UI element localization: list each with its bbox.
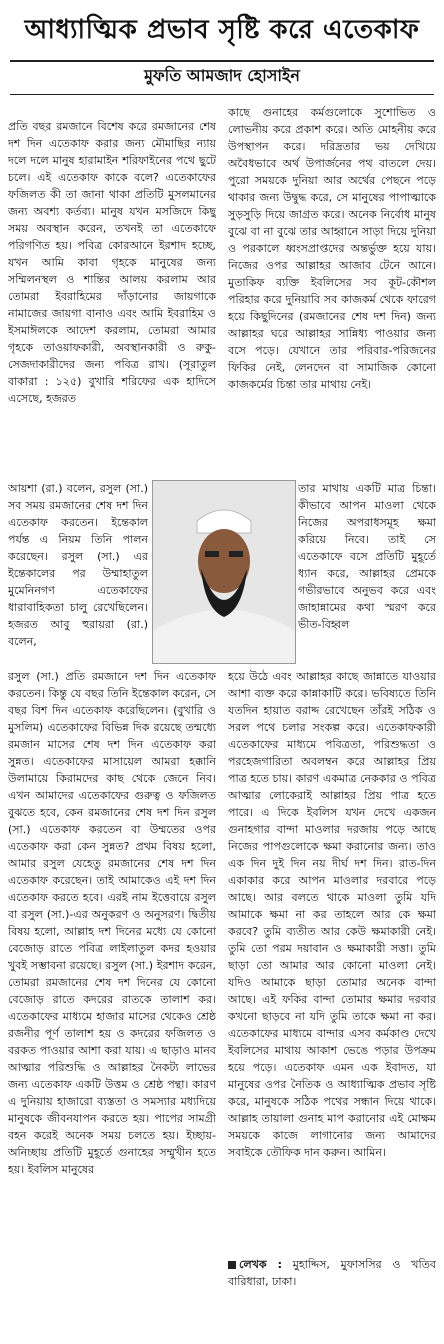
article-column-right-bottom <box>228 668 436 1252</box>
article-column-left-mid <box>8 480 148 666</box>
author-note-label: লেখক : <box>239 1258 283 1271</box>
author-photo <box>152 480 296 664</box>
author-note-text: মুহাদ্দিস, মুফাসসির ও খতিব বারিধারা, ঢাকা। <box>228 1258 436 1288</box>
author-note <box>228 1256 436 1342</box>
article-text: রসুল (সা.) প্রতি রমজানে দশ দিন এতেকাফ করতেন। কিন্তু যে বছর তিনি ইন্তেকাল করেন, সে বছর বিশ দিন এতেকাফ করেছিলেন। (বুখারি ও মুসলিম) এতেকাফের বিভিন্ন দিক রয়েছে তন্মধ্যে রমজান মাসের শেষ দশ দিন এতেকাফ করা সুন্নত। এতেকাফের মাসায়েল আমরা হক্কানি উলামায়ে কিরামদের কাছ থেকে জেনে নিব। এখন আমাদের এতেকাফের গুরুত্ব ও ফজিলত বুঝতে হবে, কেন রমজানের শেষ দশ দিন রসুল (সা.) এতেকাফ করতেন বা উম্মতের ওপর এতেকাফ করা কেন সুন্নত? প্রথম বিষয় হলো, আমার রসুল যেহেতু রমজানের শেষ দশ দিন এতেকাফ করেছেন। তাই আমাকেও এই দশ দিন এতেকাফ করতে হবে। এরই নাম ইত্তেবায়ে রসুল বা রসুল (সা.)-এর অনুকরণ ও অনুসরণ। দ্বিতীয় বিষয় হলো, আল্লাহ দশ দিনের মধ্যে যে কোনো বেজোড় রাতে পবিত্র লাইলাতুল কদর হওয়ার খুবই সম্ভাবনা রয়েছে। রসুল (সা.) ইরশাদ করেন, তোমরা রমজানের শেষ দশ দিনের যে কোনো বেজোড় রাতে কদরের রাতকে তালাশ কর। এতেকাফের মাধ্যমে হাজার মাসের থেকেও শ্রেষ্ঠ রজনীর পূর্ণ তালাশ হয় ও কদরের ফজিলত ও বরকত পাওয়ার আশা করা যায়। এ ছাড়াও মানব আত্মার পরিশুদ্ধি ও আল্লাহর নৈকট্য লাভের জন্য এতেকাফ একটি উত্তম ও শ্রেষ্ঠ পন্থা। কারণ এ দুনিয়ায় হাজারো ব্যস্ততা ও সমস্যার মধ্যদিয়ে মানুষকে জীবনযাপন করতে হয়। পাপের সামগ্রী বহন করেই অনেক সময় চলতে হয়। ইচ্ছায়-অনিচ্ছায় প্রতিটি মুহূর্তে গুনাহের সম্মুখীন হতে হয়। ইবলিস মানুষের <box>8 670 216 1176</box>
article-text: কাছে গুনাহের কর্মগুলোকে সুশোভিত ও লোভনীয় করে প্রকাশ করে। অতি মোহনীয় করে উপস্থাপন করে। দরিদ্রতার ভয় দেখিয়ে অবৈধভাবে অর্থ উপার্জনের পথ বাতলে দেয়। পুরো সময়কে দুনিয়া আর অর্থের পেছনে পড়ে থাকার জন্য উদ্বুদ্ধ করে, সে মানুষের পাপাত্মাকে সুড়সুড়ি দিয়ে জাগ্রত করে। অনেক নির্বোধ মানুষ বুঝে বা না বুঝে তার আহ্বানে সাড়া দিয়ে দুনিয়া ও পরকালে ধ্বংসপ্রাপ্তদের অন্তর্ভুক্ত হয়ে যায়। নিজের ওপর আল্লাহর আজাব টেনে আনে। মুতাকিফ ব্যক্তি ইবলিসের সব কূট-কৌশল পরিহার করে দুনিয়াবি সব কাজকর্ম থেকে ফারেগ হয়ে কিছুদিনের (রমজানের শেষ দশ দিন) জন্য আল্লাহর ঘরে আল্লাহর সান্নিধ্য পাওয়ার জন্য বসে পড়ে। যেখানে তার পরিবার-পরিজনের ফিকির নেই, লেনদেন বা সামাজিক কোনো কাজকর্মের চিন্তা তার মাথায় নেই। <box>228 106 436 391</box>
article-column-right-beside <box>298 480 436 666</box>
article-column-left-top <box>8 118 216 484</box>
byline-rule <box>10 94 434 95</box>
article-text: আয়শা (রা.) বলেন, রসুল (সা.) সব সময় রমজানের শেষ দশ দিন এতেকাফ করতেন। ইন্তেকাল পর্যন্ত এ নিয়ম তিনি পালন করেছেন। রসুল (সা.) এর ইন্তেকালের পর উম্মাহাতুল মুমেনিনগণ এতেকাফের ধারাবাহিকতা চালু রেখেছিলেন। হজরত আবু হুরায়রা (রা.) বলেন, <box>8 482 148 648</box>
article-text: হয়ে উঠে এবং আল্লাহর কাছে জান্নাতে যাওয়ার আশা ব্যক্ত করে কান্নাকাটি করে। ভবিষ্যতে তিনি যতদিন হায়াত বরাদ্দ রেখেছেন তাঁরই সঠিক ও সরল পথে চলার সংকল্প করে। এতেকাফকারী এতেকাফের মাধ্যমে পবিত্রতা, পরিশুদ্ধতা ও পরহেজগারিতা অবলম্বন করে আল্লাহর প্রিয় পাত্র হতে চায়। কারণ একমাত্র নেককার ও পবিত্র আত্মার লোকেরাই আল্লাহর প্রিয় পাত্র হতে পারে। এ দিকে ইবলিস যখন দেখে একজন গুনাহগার বান্দা মাওলার দরজায় পড়ে আছে নিজের পাপগুলোকে ক্ষমা করানোর জন্য। তাও এক দিন দুই দিন নয় দীর্ঘ দশ দিন। রাত-দিন একাকার করে আপন মাওলার দরবারে পড়ে আছে। আর বলতে থাকে মাওলা তুমি যদি আমাকে ক্ষমা না কর তাহলে আর কে ক্ষমা করবে? তুমি ব্যতীত আর কেউ ক্ষমাকারী নেই। তুমি তো পরম দয়াবান ও ক্ষমাকারী সত্তা। তুমি ছাড়া তো আমার আর কোনো মাওলা নেই। যদিও আমাকে ছাড়া তোমার অনেক বান্দা আছে। এই ফকির বান্দা তোমার ক্ষমার দরবার কখনো ছাড়বে না যদি তুমি তাকে ক্ষমা না কর। এতেকাফের মাধ্যমে বান্দার এসব কর্মকাণ্ড দেখে ইবলিসের মাথায় আকাশ ভেঙে পড়ার উপক্রম হয়ে পড়ে। এতেকাফ এমন এক ইবাদত, যা মানুষের ওপর নৈতিক ও আধ্যাত্মিক প্রভাব সৃষ্টি করে, মানুষকে সঠিক পথের সন্ধান দিয়ে থাকে। আল্লাহ তায়ালা গুনাহ মাপ করানোর এই মোক্ষম সময়কে কাজে লাগানোর জন্য আমাদের সবাইকে তৌফিক দান করুন। আমিন। <box>228 670 436 1159</box>
article-column-right-top <box>228 104 436 480</box>
article-column-left-bottom <box>8 668 216 1342</box>
article-text: তার মাথায় একটি মাত্র চিন্তা। কীভাবে আপন মাওলা থেকে নিজের অপরাধসমূহ ক্ষমা করিয়ে নিবে। তাই সে এতেকাফে বসে প্রতিটি মুহূর্তে ধ্যান করে, আল্লাহর প্রেমকে গভীরভাবে অনুভব করে এবং জাহান্নামের কথা স্মরণ করে ভীত-বিহ্বল <box>298 482 436 631</box>
author-byline: মুফতি আমজাদ হোসাইন <box>144 65 300 85</box>
article-text: প্রতি বছর রমজানে বিশেষ করে রমজানের শেষ দশ দিন এতেকাফ করার জন্য মৌমাছির ন্যায় দলে দলে মানুষ হারামাইন শরিফাইনের পথে ছুটে চলে। এই এতেকাফ কাকে বলে? এতেকাফের ফজিলত কী তা জানা থাকা প্রতিটি মুসলমানের জন্য অবশ্য কর্তব্য। মানুষ যখন মসজিদে কিছু সময় অবস্থান করেন, তখনই তা এতেকাফে পরিগণিত হয়। পবিত্র কোরআনে ইরশাদ হচ্ছে, যখন আমি কাবা গৃহকে মানুষের জন্য সম্মিলনস্থল ও শান্তির আলয় করলাম আর তোমরা ইবরাহিমের দাঁড়ানোর জায়গাকে নামাজের জায়গা বানাও এবং আমি ইবরাহিম ও ইসমাঈলকে আদেশ করলাম, তোমরা আমার গৃহকে তাওয়াফকারী, অবস্থানকারী ও রুকু-সেজদাকারীদের জন্য পবিত্র রাখ। (সূরাতুল বাকারা : ১২৫) বুখারি শরিফের এক হাদিসে এসেছে, হজরত <box>8 120 216 405</box>
square-bullet-icon <box>228 1261 236 1269</box>
headline: আধ্যাত্মিক প্রভাব সৃষ্টি করে এতেকাফ <box>24 15 420 45</box>
